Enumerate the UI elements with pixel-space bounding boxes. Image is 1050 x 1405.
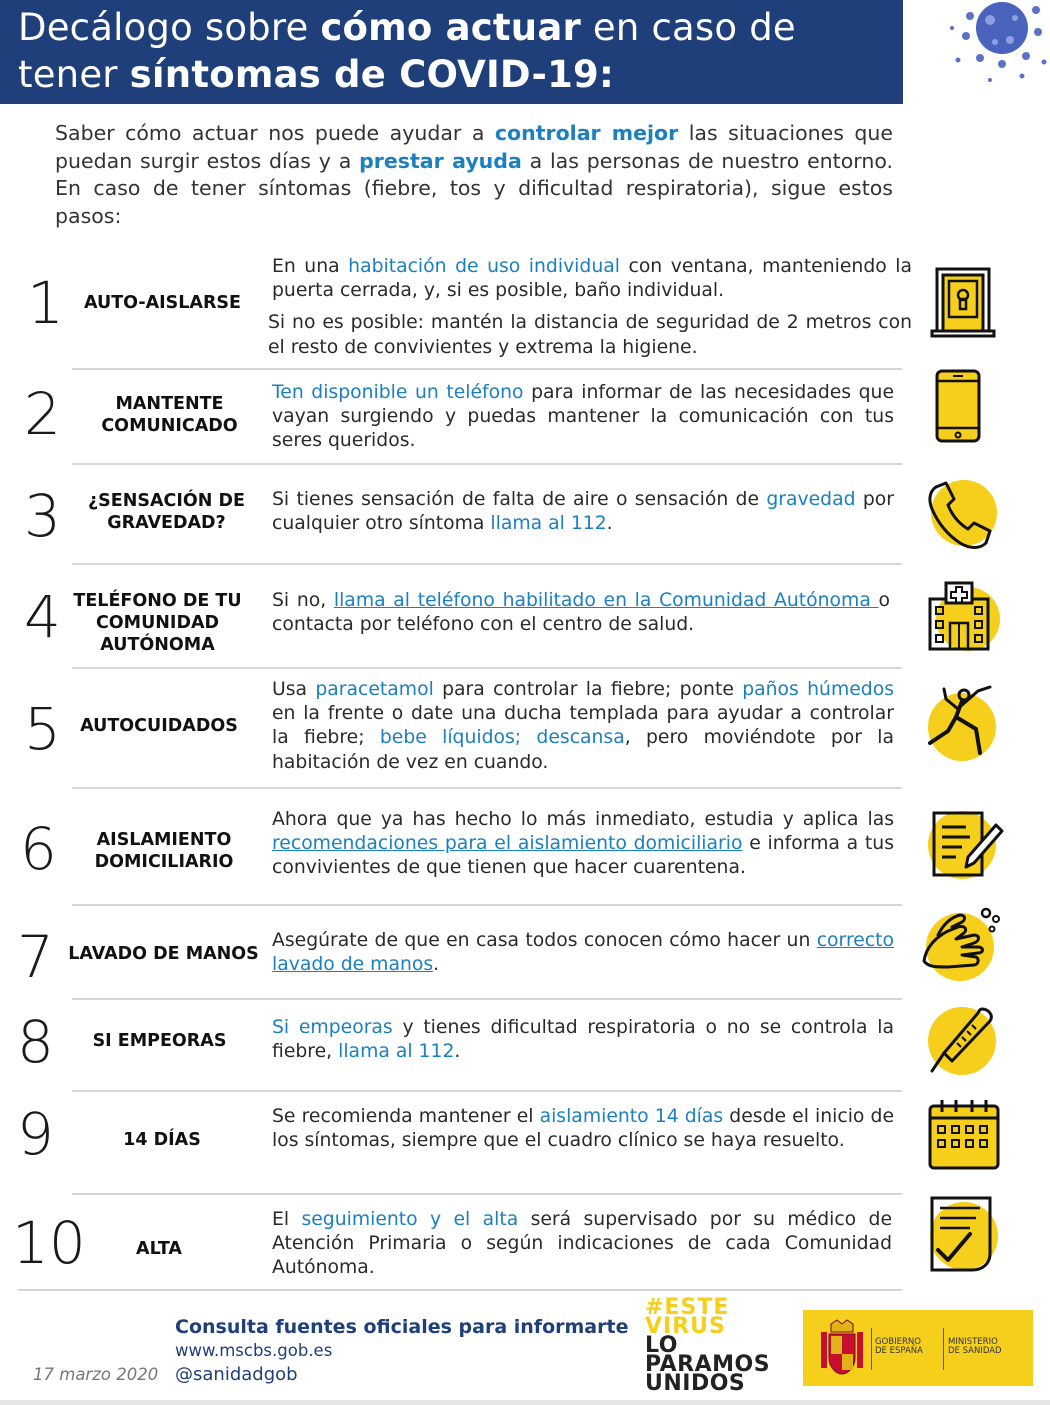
link-text[interactable]: paracetamol: [315, 679, 434, 700]
document-pen-icon: [922, 805, 1004, 883]
title-text: Decálogo sobre: [18, 6, 321, 49]
thermometer-icon: [922, 1003, 1000, 1081]
step-number: 8: [17, 1008, 54, 1076]
link-text[interactable]: llama al 112: [338, 1041, 455, 1063]
step-title: AISLAMIENTO DOMICILIARIO: [94, 830, 234, 872]
title-bold: síntomas de COVID-19:: [129, 53, 614, 96]
divider: [72, 667, 902, 669]
divider: [871, 1328, 872, 1370]
footer-title: Consulta fuentes oficiales para informarte: [175, 1316, 629, 1338]
link-text[interactable]: recomendaciones para el aislamiento domiciliario: [272, 833, 743, 855]
date-label: 17 marzo 2020: [33, 1365, 159, 1384]
step-description: Se recomienda mantener el aislamiento 14 días desde el inicio de los síntomas, siempre que el cuadro clínico se haya resuelto.: [272, 1106, 894, 1152]
virus-icon: [940, 0, 1050, 90]
highlight-text: controlar mejor: [494, 121, 679, 145]
step-number: 9: [17, 1100, 54, 1168]
step-title: MANTENTE COMUNICADO: [101, 394, 238, 436]
divider: [18, 1289, 902, 1291]
header-banner: [0, 0, 903, 104]
link-text[interactable]: seguimiento y el alta: [301, 1209, 519, 1230]
divider: [72, 787, 902, 789]
phone-icon: [920, 473, 1000, 553]
twitter-handle[interactable]: @sanidadgob: [175, 1364, 298, 1385]
link-text[interactable]: Si empeoras: [272, 1017, 393, 1038]
slogan-line: VIRUS: [645, 1314, 726, 1339]
slogan-line: LO: [645, 1333, 678, 1358]
step-number: 10: [12, 1209, 86, 1277]
step-number: 5: [24, 695, 61, 763]
slogan-line: PARAMOS: [645, 1352, 771, 1377]
link-text[interactable]: bebe líquidos; descansa: [379, 727, 625, 749]
step-title: ¿SENSACIÓN DE GRAVEDAD?: [88, 491, 245, 533]
divider: [72, 563, 902, 565]
slogan-logo: [645, 1295, 795, 1396]
step-description: Ahora que ya has hecho lo más inmediato, estudia y aplica las recomendaciones para el aislamiento domiciliario e informa a tus convivientes de que tienen que hacer cuarentena.: [272, 809, 894, 879]
step-description: Si tienes sensación de falta de aire o sensación de gravedad por cualquier otro síntoma llama al 112.: [272, 489, 894, 535]
link-text[interactable]: correcto lavado de manos: [272, 930, 894, 976]
intro-paragraph: Saber cómo actuar nos puede ayudar a controlar mejor las situaciones que puedan surgir estos días y a prestar ayuda a las personas de nuestro entorno. En caso de tener síntomas (fiebre, tos y dificultad respiratoria), sigue estos pasos:: [55, 121, 894, 228]
stretching-person-icon: [918, 683, 1000, 765]
link-text[interactable]: paños húmedos: [742, 679, 894, 700]
calendar-icon: [926, 1096, 1002, 1176]
step-title: SI EMPEORAS: [92, 1031, 227, 1051]
step-description: Si no, llama al teléfono habilitado en la Comunidad Autónoma o contacta por teléfono con el centro de salud.: [272, 590, 891, 636]
hospital-icon: [918, 575, 1000, 655]
door-icon: [928, 263, 998, 338]
divider: [72, 998, 902, 1000]
step-title: AUTO-AISLARSE: [83, 293, 241, 313]
step-title: TELÉFONO DE TU COMUNIDAD AUTÓNOMA: [73, 591, 242, 655]
website-link[interactable]: www.mscbs.gob.es: [175, 1341, 333, 1360]
title-line-2: [18, 51, 903, 98]
step-description: Asegúrate de que en casa todos conocen cómo hacer un correcto lavado de manos.: [272, 930, 894, 976]
divider: [72, 368, 902, 370]
hand-washing-icon: [918, 905, 1006, 985]
highlight-text: prestar ayuda: [359, 148, 522, 173]
divider: [72, 904, 902, 906]
link-text[interactable]: llama al 112: [490, 513, 607, 535]
step-title: 14 DÍAS: [123, 1130, 201, 1150]
step-description: El seguimiento y el alta será supervisado por su médico de Atención Primaria o según indicaciones de cada Comunidad Autónoma.: [272, 1209, 892, 1279]
step-title: ALTA: [136, 1239, 182, 1259]
link-text[interactable]: habitación de uso individual: [348, 256, 620, 277]
step-title: AUTOCUIDADOS: [80, 716, 238, 736]
step-number: 2: [24, 380, 61, 448]
divider: [72, 1193, 902, 1195]
divider: [72, 463, 902, 465]
link-text[interactable]: llama al teléfono habilitado en la Comunidad Autónoma: [333, 590, 879, 611]
step-number: 4: [24, 583, 61, 651]
title-line-1: [18, 4, 903, 51]
step-description: En una habitación de uso individual con ventana, manteniendo la puerta cerrada, y, si es posible, baño individual. Si no es posible: mantén la distancia de seguridad de 2 metros con el resto de convivientes y extrema la higiene.: [268, 256, 912, 358]
step-number: 7: [17, 923, 54, 991]
divider: [943, 1328, 944, 1370]
government-logo: [803, 1310, 1033, 1386]
step-description: Si empeoras y tienes dificultad respiratoria o no se controla la fiebre, llama al 112.: [272, 1017, 894, 1063]
slogan-line: UNIDOS: [645, 1371, 746, 1396]
bottom-bar: [0, 1400, 1050, 1405]
coat-of-arms-icon: [817, 1318, 867, 1378]
ministry-label: MINISTERIO DE SANIDAD: [948, 1337, 1002, 1356]
smartphone-icon: [934, 368, 984, 444]
step-title: LAVADO DE MANOS: [68, 944, 259, 964]
step-description: Ten disponible un teléfono para informar de las necesidades que vayan surgiendo y puedas mantener la comunicación con tus seres queridos.: [272, 382, 895, 452]
gov-label: GOBIERNO DE ESPAÑA: [875, 1337, 923, 1356]
step-number: 6: [20, 815, 57, 883]
step-number: 1: [27, 269, 64, 337]
slogan-line: #ESTE: [645, 1295, 730, 1320]
title-bold: cómo actuar: [320, 6, 581, 49]
checklist-icon: [920, 1192, 1002, 1276]
link-text[interactable]: Ten disponible un teléfono: [272, 382, 524, 403]
step-description: Usa paracetamol para controlar la fiebre; ponte paños húmedos en la frente o date una ducha templada para ayudar a controlar la fiebre; bebe líquidos; descansa, pero moviéndote por la habitación de vez en cuando.: [272, 679, 894, 773]
link-text[interactable]: gravedad: [766, 489, 856, 510]
title-text: en caso de: [580, 6, 796, 49]
divider: [72, 1090, 902, 1092]
title-text: tener: [18, 53, 130, 96]
step-number: 3: [24, 482, 61, 550]
link-text[interactable]: aislamiento 14 días: [539, 1106, 724, 1127]
